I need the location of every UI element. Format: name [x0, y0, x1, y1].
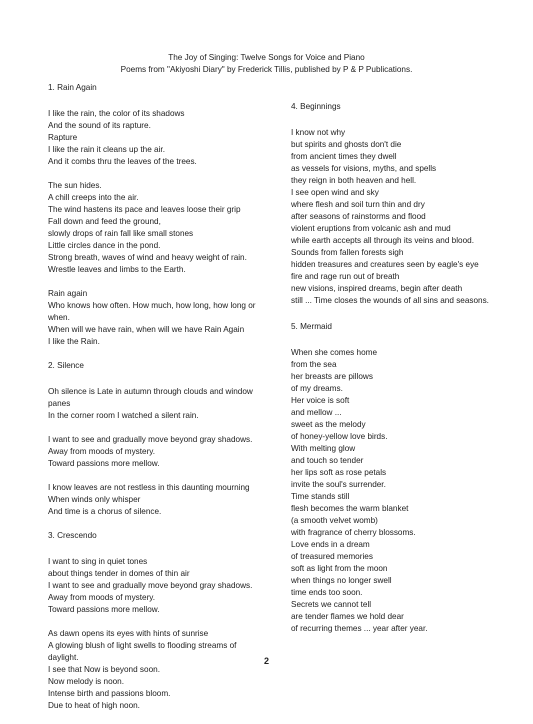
poem-line: of my dreams.: [291, 384, 343, 393]
stanza: [48, 482, 276, 518]
poem-line: hidden treasures and creatures seen by eagle's eye: [291, 260, 479, 269]
poem-line: In the corner room I watched a silent rain.: [48, 411, 199, 420]
poem-line: I like the rain it cleans up the air.: [48, 145, 165, 154]
poem-line: about things tender in domes of thin air: [48, 569, 190, 578]
poem-line: I see that Now is beyond soon.: [48, 665, 160, 674]
poem-line: And it combs thru the leaves of the trees.: [48, 157, 197, 166]
poem-section: [48, 360, 276, 518]
poem-line: I like the rain, the color of its shadows: [48, 109, 185, 118]
poem-line: from ancient times they dwell: [291, 152, 397, 161]
poem-line: Rain again: [48, 289, 88, 298]
poem-line: they reign in both heaven and hell.: [291, 176, 417, 185]
poem-line: are tender flames we hold dear: [291, 612, 404, 621]
poem-line: Sounds from fallen forests sigh: [291, 248, 404, 257]
poem-line: The wind hastens its pace and leaves loose their grip: [48, 205, 241, 214]
poem-line: Secrets we cannot tell: [291, 600, 372, 609]
poem-line: Due to heat of high noon.: [48, 701, 140, 710]
stanza: [291, 127, 501, 307]
stanza: [48, 108, 276, 168]
stanza: [291, 347, 501, 635]
poem-line: invite the soul's surrender.: [291, 480, 386, 489]
poem-line: Rapture: [48, 133, 78, 142]
stanza: [48, 386, 276, 422]
poem-line: her lips soft as rose petals: [291, 468, 387, 477]
poem-line: A glowing blush of light swells to flooding streams of: [48, 641, 237, 650]
poem-line: when things no longer swell: [291, 576, 392, 585]
poem-line: Away from moods of mystery.: [48, 447, 156, 456]
poem-section: [48, 530, 276, 712]
poem-line: When she comes home: [291, 348, 378, 357]
poem-line: A chill creeps into the air.: [48, 193, 139, 202]
poem-line: I like the Rain.: [48, 337, 100, 346]
poem-line: I want to see and gradually move beyond gray shadows.: [48, 435, 253, 444]
poem-line: with fragrance of cherry blossoms.: [291, 528, 416, 537]
poem-line: The sun hides.: [48, 181, 102, 190]
poem-line: daylight.: [48, 653, 79, 662]
stanza: [48, 628, 276, 712]
poem-line: And the sound of its rapture.: [48, 121, 151, 130]
page-number: 2: [263, 656, 269, 666]
poem-line: As dawn opens its eyes with hints of sunrise: [48, 629, 209, 638]
poem-line: With melting glow: [291, 444, 356, 453]
poem-line: fire and rage run out of breath: [291, 272, 400, 281]
header-title: The Joy of Singing: Twelve Songs for Voice and Piano: [168, 53, 365, 62]
poem-line: and mellow ...: [291, 408, 342, 417]
poem-line: Toward passions more mellow.: [48, 605, 160, 614]
poem-line: Time stands still: [291, 492, 350, 501]
poem-line: I know not why: [291, 128, 346, 137]
poem-line: I want to see and gradually move beyond gray shadows.: [48, 581, 253, 590]
stanza: [48, 180, 276, 276]
poem-line: panes: [48, 399, 71, 408]
poem-line: Who knows how often. How much, how long, how long or: [48, 301, 256, 310]
stanza: [48, 288, 276, 348]
poem-title: 4. Beginnings: [291, 102, 341, 111]
poem-line: Her voice is soft: [291, 396, 350, 405]
poem-line: violent eruptions from volcanic ash and mud: [291, 224, 451, 233]
poem-line: sweet as the melody: [291, 420, 366, 429]
poem-line: soft as light from the moon: [291, 564, 388, 573]
poem-section: [291, 101, 501, 307]
poem-line: where flesh and soil turn thin and dry: [291, 200, 425, 209]
poem-line: Intense birth and passions bloom.: [48, 689, 171, 698]
page-header: [0, 52, 533, 76]
poem-line: of recurring themes ... year after year.: [291, 624, 428, 633]
poem-line: Love ends in a dream: [291, 540, 370, 549]
poem-line: When will we have rain, when will we have Rain Again: [48, 325, 245, 334]
poem-line: new visions, inspired dreams, begin after death: [291, 284, 463, 293]
poem-line: after seasons of rainstorms and flood: [291, 212, 426, 221]
poem-line: of treasured memories: [291, 552, 373, 561]
poem-line: Wrestle leaves and limbs to the Earth.: [48, 265, 186, 274]
poem-line: (a smooth velvet womb): [291, 516, 378, 525]
poem-line: as vessels for visions, myths, and spells: [291, 164, 437, 173]
poem-title: 5. Mermaid: [291, 322, 332, 331]
poem-title: 2. Silence: [48, 361, 84, 370]
stanza: [48, 434, 276, 470]
poem-line: while earth accepts all through its veins and blood.: [291, 236, 474, 245]
poem-line: still ... Time closes the wounds of all sins and seasons.: [291, 296, 489, 305]
poem-line: I know leaves are not restless in this daunting mourning: [48, 483, 250, 492]
poem-line: Fall down and feed the ground,: [48, 217, 161, 226]
poem-line: but spirits and ghosts don't die: [291, 140, 402, 149]
poem-line: Now melody is noon.: [48, 677, 124, 686]
poem-line: when.: [48, 313, 70, 322]
poem-line: When winds only whisper: [48, 495, 141, 504]
poem-line: her breasts are pillows: [291, 372, 373, 381]
left-column: [48, 82, 276, 724]
poem-line: I want to sing in quiet tones: [48, 557, 148, 566]
poem-line: time ends too soon.: [291, 588, 363, 597]
poem-title: 3. Crescendo: [48, 531, 97, 540]
poem-line: flesh becomes the warm blanket: [291, 504, 409, 513]
stanza: [48, 556, 276, 616]
poem-line: slowly drops of rain fall like small stones: [48, 229, 194, 238]
poem-line: from the sea: [291, 360, 337, 369]
poem-line: Toward passions more mellow.: [48, 459, 160, 468]
right-column: [291, 101, 501, 647]
poem-section: [291, 321, 501, 635]
poem-line: Oh silence is Late in autumn through clouds and window: [48, 387, 253, 396]
poem-line: I see open wind and sky: [291, 188, 379, 197]
poem-line: and touch so tender: [291, 456, 364, 465]
poem-line: Strong breath, waves of wind and heavy weight of rain.: [48, 253, 247, 262]
poem-line: And time is a chorus of silence.: [48, 507, 162, 516]
poem-title: 1. Rain Again: [48, 83, 97, 92]
poem-line: Little circles dance in the pond.: [48, 241, 161, 250]
poem-line: of honey-yellow love birds.: [291, 432, 388, 441]
poem-line: Away from moods of mystery.: [48, 593, 156, 602]
header-subtitle: Poems from "Akiyoshi Diary" by Frederick Tillis, published by P & P Publications.: [120, 65, 413, 74]
poem-section: [48, 82, 276, 348]
